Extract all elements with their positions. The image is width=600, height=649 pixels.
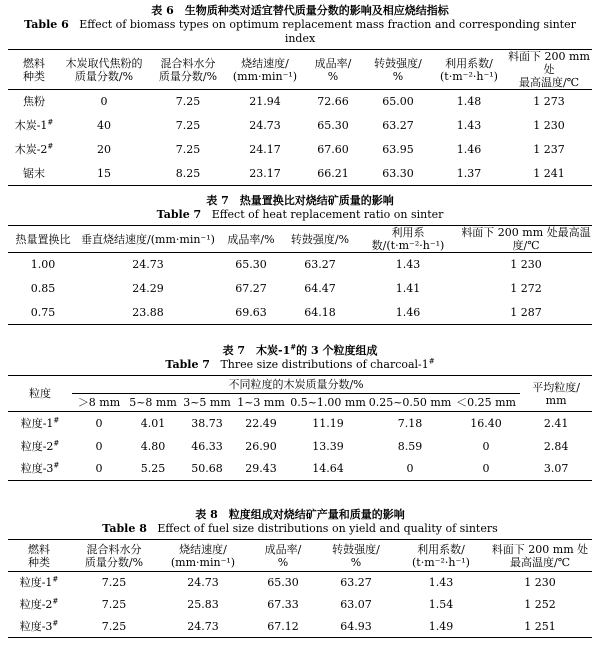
cell: 7.25 (175, 143, 201, 156)
table8-block (8, 508, 592, 638)
cell: 1.46 (395, 305, 421, 319)
cell: 1.43 (395, 258, 421, 272)
cell: 1.43 (428, 576, 454, 590)
cell: 1 273 (533, 95, 565, 109)
table6-header-row (8, 50, 592, 90)
cell: 1.54 (428, 598, 454, 611)
cell: 1 241 (533, 166, 565, 180)
table7b-header: 平均粒度/ mm (520, 376, 592, 412)
cell: 7.18 (397, 416, 423, 430)
table8-header: 转鼓强度/ % (332, 542, 380, 569)
cell: 25.83 (187, 598, 219, 611)
cell: 7.25 (101, 576, 127, 590)
table8-header: 混合料水分 质量分数/% (84, 542, 144, 569)
table8-header: 燃料 种类 (28, 542, 50, 569)
table7a-header: 利用系数/(t·m⁻²·h⁻¹) (371, 226, 445, 252)
table7a-header-row (8, 226, 592, 253)
cell: 7.25 (175, 119, 201, 132)
table7a-caption-en (8, 208, 592, 222)
cell: 13.39 (312, 439, 344, 453)
table-row (8, 301, 592, 325)
cell: 23.17 (249, 166, 281, 180)
table6-header: 利用系数/ (t·m⁻²·h⁻¹) (440, 56, 498, 83)
table-row (8, 458, 592, 481)
cell: 1 237 (533, 143, 565, 156)
cell: 11.19 (312, 416, 344, 430)
row-label: 焦粉 (23, 95, 45, 109)
cell: 63.27 (382, 119, 414, 132)
table6-header: 转鼓强度/ % (374, 56, 422, 83)
cell: 0 (482, 439, 490, 453)
cell: 0 (95, 462, 103, 476)
cell: 24.73 (187, 619, 219, 633)
cell: 5.25 (140, 462, 166, 476)
cell: 1 252 (524, 598, 556, 611)
cell: 7.25 (101, 598, 127, 611)
table7b-label: Table 7 (165, 358, 210, 371)
table6-header: 木炭取代焦粉的 质量分数/% (65, 56, 143, 83)
table-row (8, 114, 592, 138)
cell: 1.00 (30, 258, 56, 272)
cell: 1 272 (510, 282, 542, 295)
cell: 63.27 (304, 258, 336, 272)
table-row (8, 162, 592, 186)
cell: 0 (100, 95, 108, 109)
table7b-subheader: 0.5~1.00 mm (290, 396, 366, 409)
cell: 67.33 (267, 598, 299, 611)
table6-header: 混合料水分 质量分数/% (158, 56, 218, 83)
row-label: 粒度-2# (20, 438, 60, 453)
table7a-label: Table 7 (156, 208, 202, 221)
table6-header: 燃料 种类 (23, 56, 45, 83)
cell: 14.64 (312, 462, 344, 476)
row-label: 锯末 (23, 166, 45, 180)
table-row (8, 616, 592, 638)
table8-title: Effect of fuel size distributions on yield and quality of sinters (157, 522, 498, 535)
table7b-header-row (8, 376, 592, 394)
table6-caption-cn: 表 6 生物质种类对适宜替代质量分数的影响及相应烧结指标 (151, 4, 449, 17)
table8-caption-en (8, 522, 592, 536)
cell: 2.84 (543, 439, 569, 453)
row-label: 粒度-1# (20, 416, 60, 430)
table6-label: Table 6 (24, 18, 69, 31)
table7b-title: Three size distributions of charcoal-1 (220, 358, 429, 371)
cell: 7.25 (101, 619, 127, 633)
row-label: 木炭-1# (14, 118, 54, 132)
table7b-subheader-row (8, 394, 592, 412)
cell: 24.73 (132, 258, 164, 272)
cell: 67.12 (267, 619, 299, 633)
cell: 29.43 (245, 462, 277, 476)
cell: 63.30 (382, 166, 414, 180)
cell: 65.30 (267, 576, 299, 590)
table8-header: 成品率/ % (264, 542, 302, 569)
cell: 16.40 (470, 416, 502, 430)
cell: 1 230 (510, 258, 542, 272)
cell: 66.21 (317, 166, 349, 180)
cell: 2.41 (543, 416, 569, 430)
cell: 40 (97, 119, 111, 132)
cell: 4.80 (140, 439, 166, 453)
cell: 0 (95, 439, 103, 453)
cell: 24.17 (249, 143, 281, 156)
table6-caption-en (8, 18, 592, 46)
cell: 8.25 (175, 166, 201, 180)
table7b-subheader: 5~8 mm (129, 396, 177, 409)
cell: 24.29 (132, 282, 164, 295)
cell: 1.37 (456, 166, 482, 180)
cell: 67.60 (317, 143, 349, 156)
cell: 1 230 (524, 576, 556, 590)
row-label: 粒度-2# (19, 597, 59, 611)
cell: 1 251 (524, 619, 556, 633)
cell: 1.43 (456, 119, 482, 132)
cell: 65.30 (317, 119, 349, 132)
table-row (8, 594, 592, 616)
cell: 1.46 (456, 143, 482, 156)
cell: 1 287 (510, 305, 542, 319)
table7b-subheader: 1~3 mm (237, 396, 285, 409)
row-label: 粒度-3# (20, 461, 60, 476)
cell: 69.63 (235, 305, 267, 319)
cell: 0.85 (30, 282, 56, 295)
table7b-header-group: 不同粒度的木炭质量分数/% (72, 376, 520, 394)
table7b-header: 粒度 (8, 376, 72, 412)
table8-label: Table 8 (102, 522, 147, 535)
row-label: 粒度-1# (19, 575, 59, 590)
table-row (8, 253, 592, 277)
cell: 21.94 (249, 95, 281, 109)
cell: 67.27 (235, 282, 267, 295)
cell: 63.07 (340, 598, 372, 611)
table7a-title: Effect of heat replacement ratio on sinter (211, 208, 444, 221)
cell: 15 (97, 166, 111, 180)
table-row (8, 412, 592, 435)
table7b-subheader: ＞8 mm (77, 396, 121, 409)
table7a-header: 垂直烧结速度/(mm·min⁻¹) (81, 232, 215, 246)
cell: 0 (406, 462, 414, 476)
cell: 64.93 (340, 619, 372, 633)
table-row (8, 138, 592, 162)
cell: 1.41 (395, 282, 421, 295)
table6 (8, 49, 592, 186)
cell: 1 230 (533, 119, 565, 132)
table6-header: 料面下 200 mm 处 最高温度/℃ (508, 50, 590, 89)
table7b (8, 375, 592, 481)
cell: 4.01 (140, 416, 166, 430)
table7b-subheader: 0.25~0.50 mm (368, 396, 452, 409)
table8-caption-cn: 表 8 粒度组成对烧结矿产量和质量的影响 (195, 508, 405, 521)
cell: 50.68 (191, 462, 223, 476)
table6-block (8, 4, 592, 186)
table7a-header: 料面下 200 mm 处最高温度/℃ (461, 226, 591, 252)
cell: 3.07 (543, 462, 569, 476)
cell: 26.90 (245, 439, 277, 453)
table8-header: 利用系数/ (t·m⁻²·h⁻¹) (412, 542, 470, 569)
cell: 1.48 (456, 95, 482, 109)
table-row (8, 277, 592, 301)
table7a-block (8, 194, 592, 325)
cell: 24.73 (249, 119, 281, 132)
table7a-header: 热量置换比 (15, 232, 71, 246)
cell: 64.47 (304, 282, 336, 295)
cell: 63.27 (340, 576, 372, 590)
table-row (8, 435, 592, 458)
cell: 20 (97, 143, 111, 156)
cell: 7.25 (175, 95, 201, 109)
cell: 24.73 (187, 576, 219, 590)
cell: 65.00 (382, 95, 414, 109)
table8 (8, 539, 592, 638)
cell: 23.88 (132, 305, 164, 319)
cell: 1.49 (428, 619, 454, 633)
cell: 0 (95, 416, 103, 430)
table7a (8, 225, 592, 325)
table7a-header: 成品率/% (227, 232, 275, 246)
cell: 65.30 (235, 258, 267, 272)
cell: 72.66 (317, 95, 349, 109)
table7a-caption-cn: 表 7 热量置换比对烧结矿质量的影响 (206, 194, 394, 207)
cell: 46.33 (191, 439, 223, 453)
cell: 0.75 (30, 305, 56, 319)
table8-header-row (8, 540, 592, 572)
cell: 64.18 (304, 305, 336, 319)
table7b-caption-en: Table 7 Three size distributions of charcoal-1# (165, 357, 435, 371)
table7b-subheader: ＜0.25 mm (456, 396, 516, 409)
row-label: 粒度-3# (19, 619, 59, 633)
cell: 0 (482, 462, 490, 476)
table7b-subheader: 3~5 mm (183, 396, 231, 409)
cell: 63.95 (382, 143, 414, 156)
table6-title: Effect of biomass types on optimum replacement mass fraction and corresponding sinter index (79, 18, 576, 45)
table8-header: 烧结速度/ (mm·min⁻¹) (170, 542, 236, 569)
cell: 38.73 (191, 416, 223, 430)
table7a-header: 转鼓强度/% (290, 232, 350, 246)
table7b-block (8, 344, 592, 481)
table-row (8, 572, 592, 594)
table6-header: 成品率/ % (314, 56, 352, 83)
table7b-caption-cn: 表 7 木炭-1#的 3 个粒度组成 (222, 342, 378, 357)
cell: 22.49 (245, 416, 277, 430)
cell: 8.59 (397, 439, 423, 453)
table-row (8, 90, 592, 114)
table6-header: 烧结速度/ (mm·min⁻¹) (232, 56, 298, 83)
row-label: 木炭-2# (14, 142, 54, 156)
table8-header: 料面下 200 mm 处 最高温度/℃ (491, 542, 589, 569)
